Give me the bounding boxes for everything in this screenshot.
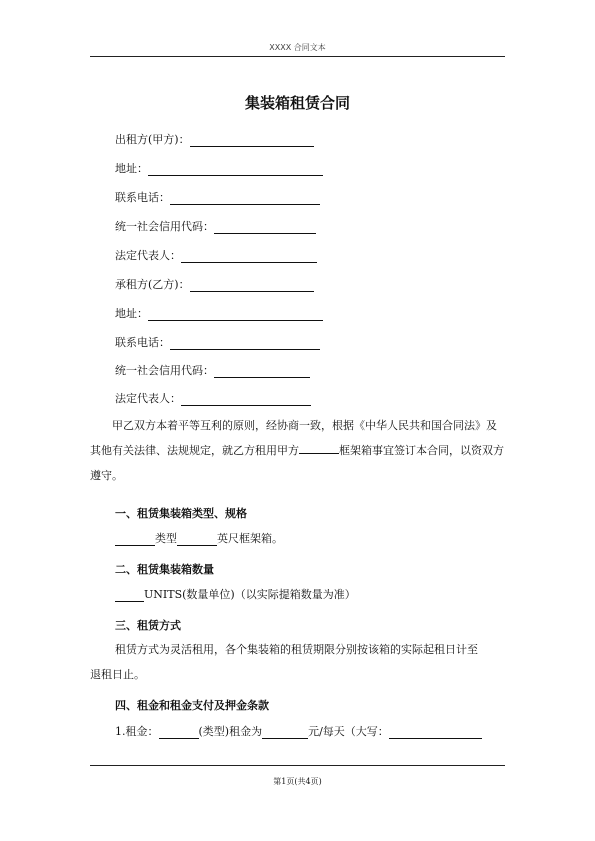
field-lessee-representative bbox=[115, 392, 311, 406]
rent-unit-text: 元/每天（大写： bbox=[308, 725, 389, 738]
fill-blank bbox=[170, 338, 320, 350]
fill-blank bbox=[148, 309, 323, 321]
field-lessor bbox=[115, 133, 314, 147]
field-lessor-representative bbox=[115, 249, 317, 263]
field-label: 地址： bbox=[115, 162, 148, 175]
section-1-line bbox=[115, 532, 283, 546]
field-label: 出租方(甲方)： bbox=[115, 133, 190, 146]
field-lessor-credit-code bbox=[115, 220, 316, 234]
intro-text-2: 框架箱事宜签订本合同，以资双方遵守。 bbox=[90, 444, 504, 482]
field-lessor-phone bbox=[115, 191, 320, 205]
field-lessee bbox=[115, 278, 314, 292]
section-4-rent-line bbox=[115, 725, 482, 739]
intro-paragraph bbox=[90, 413, 505, 488]
fill-blank bbox=[181, 251, 317, 263]
fill-blank bbox=[181, 394, 311, 406]
section-1-end: 英尺框架箱。 bbox=[217, 532, 283, 545]
page-header: XXXX 合同文本 bbox=[269, 43, 326, 52]
fill-blank bbox=[115, 534, 155, 546]
section-2-text: UNITS(数量单位)（以实际提箱数量为准） bbox=[144, 588, 356, 601]
fill-blank bbox=[177, 534, 217, 546]
field-label: 法定代表人： bbox=[115, 249, 181, 262]
header-rule bbox=[90, 56, 505, 57]
section-2-line bbox=[115, 588, 356, 602]
section-3-line-2: 退租日止。 bbox=[90, 668, 145, 681]
field-lessee-address bbox=[115, 307, 323, 321]
field-lessee-phone bbox=[115, 336, 320, 350]
fill-blank bbox=[190, 280, 314, 292]
fill-blank bbox=[170, 193, 320, 205]
fill-blank bbox=[115, 590, 144, 602]
field-label: 地址： bbox=[115, 307, 148, 320]
intro-text-1: 甲乙双方本着平等互利的原则，经协商一致，根据《中华人民共和国合同法》及其他有关法律、法规规定，就乙方租用甲方 bbox=[90, 419, 497, 457]
fill-blank bbox=[214, 222, 316, 234]
fill-blank bbox=[389, 727, 482, 739]
section-3-line-1: 租赁方式为灵活租用，各个集装箱的租赁期限分别按该箱的实际起租日计至 bbox=[115, 643, 478, 656]
rent-type-text: (类型)租金为 bbox=[198, 725, 263, 738]
document-title: 集装箱租赁合同 bbox=[244, 94, 350, 112]
fill-blank bbox=[262, 727, 308, 739]
section-1-type: 类型 bbox=[155, 532, 177, 545]
section-heading-4: 四、租金和租金支付及押金条款 bbox=[115, 699, 269, 712]
rent-label: 1.租金： bbox=[115, 725, 159, 738]
fill-blank bbox=[159, 727, 199, 739]
field-label: 统一社会信用代码： bbox=[115, 220, 214, 233]
field-lessor-address bbox=[115, 162, 323, 176]
fill-blank bbox=[214, 366, 310, 378]
field-label: 联系电话： bbox=[115, 336, 170, 349]
section-heading-1: 一、租赁集装箱类型、规格 bbox=[115, 507, 247, 520]
footer-rule bbox=[90, 765, 505, 766]
field-label: 法定代表人： bbox=[115, 392, 181, 405]
fill-blank bbox=[190, 135, 314, 147]
field-label: 承租方(乙方)： bbox=[115, 278, 190, 291]
field-label: 统一社会信用代码： bbox=[115, 364, 214, 377]
fill-blank bbox=[299, 442, 339, 454]
field-label: 联系电话： bbox=[115, 191, 170, 204]
section-heading-3: 三、租赁方式 bbox=[115, 619, 181, 632]
fill-blank bbox=[148, 164, 323, 176]
page-number: 第1页(共4页) bbox=[273, 777, 322, 786]
section-heading-2: 二、租赁集装箱数量 bbox=[115, 563, 214, 576]
field-lessee-credit-code bbox=[115, 364, 310, 378]
